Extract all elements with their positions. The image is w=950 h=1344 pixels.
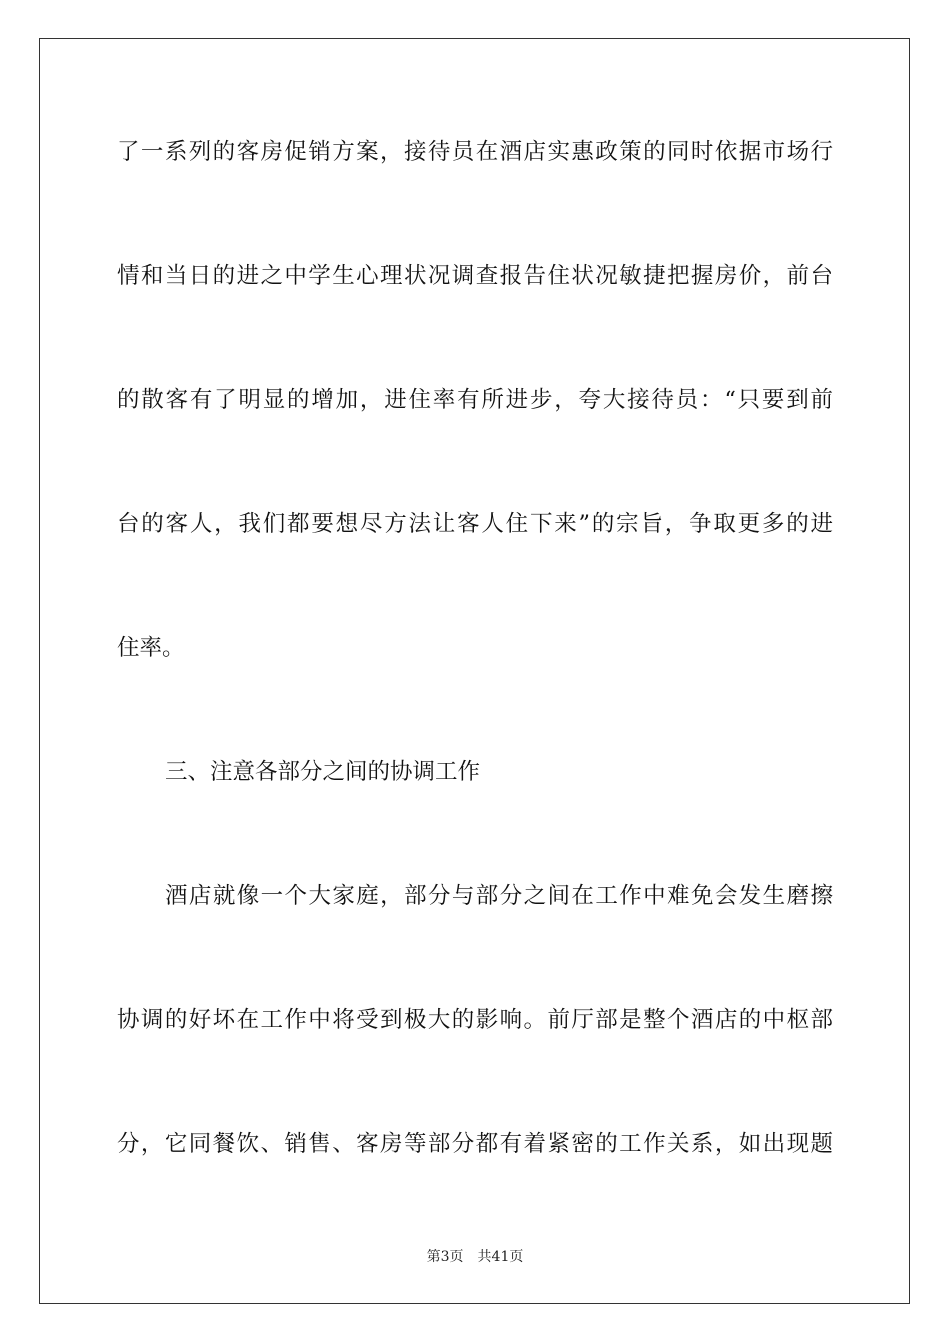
page-total: 共41页	[477, 1249, 524, 1265]
page-footer	[0, 1246, 950, 1266]
body-line-6: 酒店就像一个大家庭，部分与部分之间在工作中难免会发生磨擦	[165, 883, 833, 909]
body-line-4: 台的客人，我们都要想尽方法让客人住下来”的宗旨，争取更多的进	[117, 511, 833, 537]
body-line-2: 情和当日的进之中学生心理状况调查报告住状况敏捷把握房价，前台	[117, 263, 833, 289]
page-number: 第3页	[426, 1249, 464, 1265]
section-heading: 三、注意各部分之间的协调工作	[165, 759, 481, 785]
body-line-5: 住率。	[117, 635, 185, 661]
page-border	[39, 38, 910, 1304]
body-line-1: 了一系列的客房促销方案，接待员在酒店实惠政策的同时依据市场行	[117, 139, 833, 165]
body-line-8: 分，它同餐饮、销售、客房等部分都有着紧密的工作关系，如出现题	[117, 1131, 833, 1157]
body-line-3: 的散客有了明显的增加，进住率有所进步，夸大接待员：“只要到前	[117, 387, 833, 413]
body-line-7: 协调的好坏在工作中将受到极大的影响。前厅部是整个酒店的中枢部	[117, 1007, 833, 1033]
